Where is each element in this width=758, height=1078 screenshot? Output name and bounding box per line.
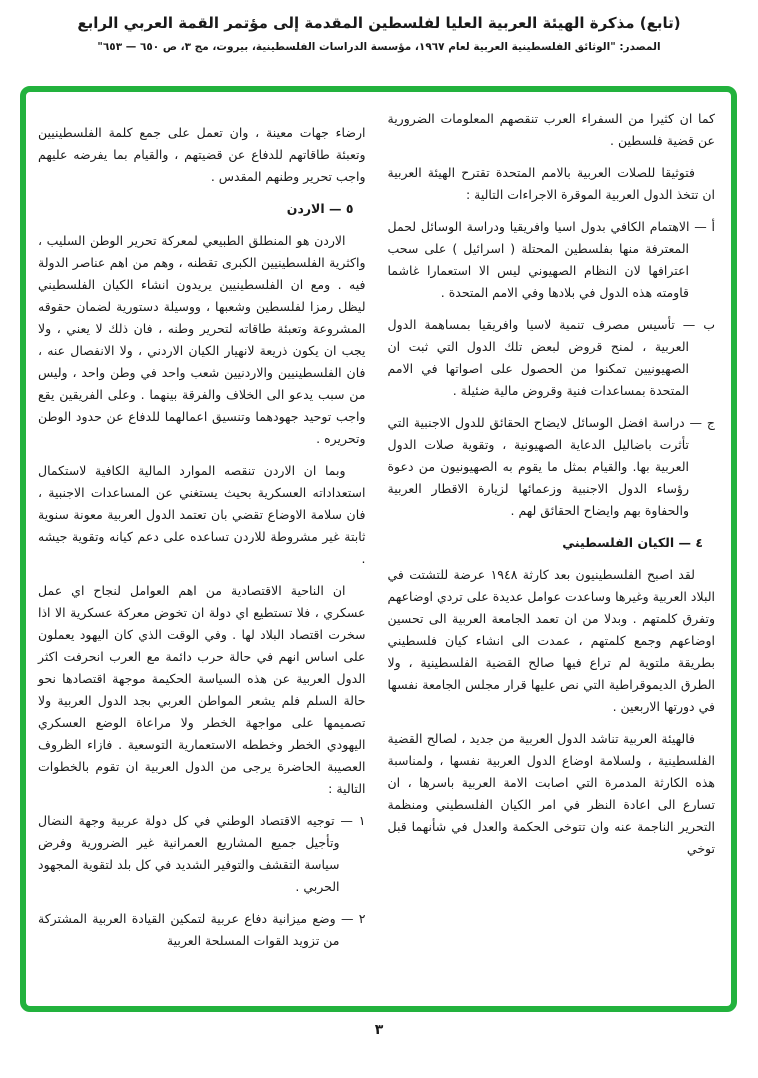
section-heading: ٤ — الكيان الفلسطيني	[562, 535, 703, 550]
green-border-frame	[20, 86, 737, 1012]
page-number: ٣	[374, 1022, 384, 1038]
two-column-text-area	[26, 92, 731, 1006]
paragraph: فتوثيقا للصلات العربية بالامم المتحدة تقترح الهيئة العربية ان تتخذ الدول العربية الموقرة الاجراءات التالية :	[387, 165, 715, 202]
text-column-left	[38, 108, 366, 996]
paragraph: الاردن هو المنطلق الطبيعي لمعركة تحرير الوطن السليب ، واكثرية الفلسطينيين الكبرى تقطنه ، وهم من اهم عناصر الدولة فيه . ومع ان الفلسطينيين يريدون انشاء الكيان الفلسطيني ليظل رمزا لفلسطين وشعبها ، ووسيلة دستورية لضمان حقوقه المشروعة وتعبئة طاقاته لتحرير وطنه ، فان ذلك لا يعني ، ولا يجب ان يكون ذريعة لانهيار الكيان الاردني ، ولا الانفصال عنه ، فان الفلسطينيين والاردنيين شعب واحد في وطن واحد ، وليس من سبب يدعو الى الخلاف والفرقة بينهما . وعلى الفريقين يقع واجب توحيد جهودهما وتنسيق اعمالهما للدفاع عن حدود الوطن وتحريره .	[38, 233, 366, 446]
list-item: أ — الاهتمام الكافي بدول اسيا وافريقيا ودراسة الوسائل لحمل المعترفة منها بفلسطين المحتلة ( اسرائيل ) على سحب اعترافها لان النظام الصهيوني ليس الا استعمارا غاشما قاومته هذه الدول في بلادها وفي الامم المتحدة .	[387, 219, 715, 300]
document-source-citation: المصدر: "الوثائق الفلسطينية العربية لعام ١٩٦٧، مؤسسة الدراسات الفلسطينية، بيروت، مج ٣، ص ٦٥٠ — ٦٥٣"	[97, 41, 661, 53]
section-heading: ٥ — الاردن	[286, 201, 354, 216]
paragraph: ان الناحية الاقتصادية من اهم العوامل لنجاح اي عمل عسكري ، فلا تستطيع اي دولة ان تخوض معركة عسكرية الا اذا سخرت اقتصاد البلاد لها . وفي الوقت الذي كان اليهود يعملون على اساس انهم في حالة حرب دائمة مع العرب انحرفت اكثر الدول العربية عن هذه السياسة الحكيمة موجهة اقتصادها نحو حالة السلم فلم يشعر المواطن العربي بجد الدول العربية ولا تصميمها على مواجهة الخطر ولا مراعاة الوضع العسكري اليهودي الخطر وخططه الاستعمارية التوسعية . فازاء الظروف العصيبة الحاضرة يرجى من الدول العربية ان تقوم بالخطوات التالية :	[38, 583, 366, 796]
text-column-right	[388, 108, 716, 996]
list-item: ج — دراسة افضل الوسائل لايضاح الحقائق للدول الاجنبية التي تأثرت باضاليل الدعاية الصهيونية ، وتقوية صلات الدول العربية بها. والقيام بمثل ما يقوم به الصهيونيون من دعوة رؤساء الدول الاجنبية وزعمائها لزيارة الاقطار العربية والحفاوة بهم وايضاح الحقائق لهم .	[387, 415, 715, 518]
list-item: ١ — توجيه الاقتصاد الوطني في كل دولة عربية وجهة النضال وتأجيل جميع المشاريع العمرانية غير الضرورية وفرض سياسة التقشف والتوفير الشديد في كل بلد لتقوية المجهود الحربي .	[38, 813, 366, 894]
paragraph: وبما ان الاردن تنقصه الموارد المالية الكافية لاستكمال استعداداته العسكرية بحيث يستغني عن المساعدات الاجنبية ، فان سلامة الاوضاع تقضي بان تعتمد الدول العربية معونة سنوية ثابتة غير مشروطة للاردن تساعده على دعم كيانه وتقوية جيشه .	[38, 463, 366, 566]
paragraph: لقد اصبح الفلسطينيون بعد كارثة ١٩٤٨ عرضة للتشتت في البلاد العربية وغيرها وساعدت عوامل عديدة على تردي اوضاعهم وتفرق كلمتهم . وبدلا من ان تعمد الجامعة العربية الى تحسين اوضاعهم وجمع كلمتهم ، عمدت الى انشاء كيان فلسطيني بطريقة ملتوية لم تراع فيها صالح القضية الفلسطينية ، ولا الطرق الديموقراطية التي نص عليها قرار مجلس الجامعة نفسها في دورتها الاربعين .	[387, 567, 715, 714]
list-item: ب — تأسيس مصرف تنمية لاسيا وافريقيا بمساهمة الدول العربية ، لمنح قروض لبعض تلك الدول التي ثبت ان الصهيونيين تمكنوا من الحصول على اصواتها في الامم المتحدة بمساعدات فنية وقروض مالية ضئيلة .	[387, 317, 715, 398]
paragraph: فالهيئة العربية تناشد الدول العربية من جديد ، لصالح القضية الفلسطينية ، ولسلامة اوضاع الدول العربية نفسها ، ولمناسبة هذه الكارثة المدمرة التي اصابت الامة العربية باسرها ، ان تسارع الى اعادة النظر في امر الكيان الفلسطيني ومنظمة التحرير الناجمة عنه وان تتوخى الحكمة والعدل في شأنهما قبل توخي	[387, 731, 715, 856]
list-item: ٢ — وضع ميزانية دفاع عربية لتمكين القيادة العربية المشتركة من تزويد القوات المسلحة العربية	[38, 911, 366, 948]
document-title: (تابع) مذكرة الهيئة العربية العليا لفلسطين المقدمة إلى مؤتمر القمة العربي الرابع	[77, 14, 681, 32]
paragraph: ارضاء جهات معينة ، وان تعمل على جمع كلمة الفلسطينيين وتعبئة طاقاتهم للدفاع عن قضيتهم ، والقيام بما يفرضه عليهم واجب تحرير وطنهم المقدس .	[38, 125, 366, 184]
paragraph: كما ان كثيرا من السفراء العرب تنقصهم المعلومات الضرورية عن قضية فلسطين .	[387, 111, 715, 148]
document-header	[0, 14, 758, 53]
